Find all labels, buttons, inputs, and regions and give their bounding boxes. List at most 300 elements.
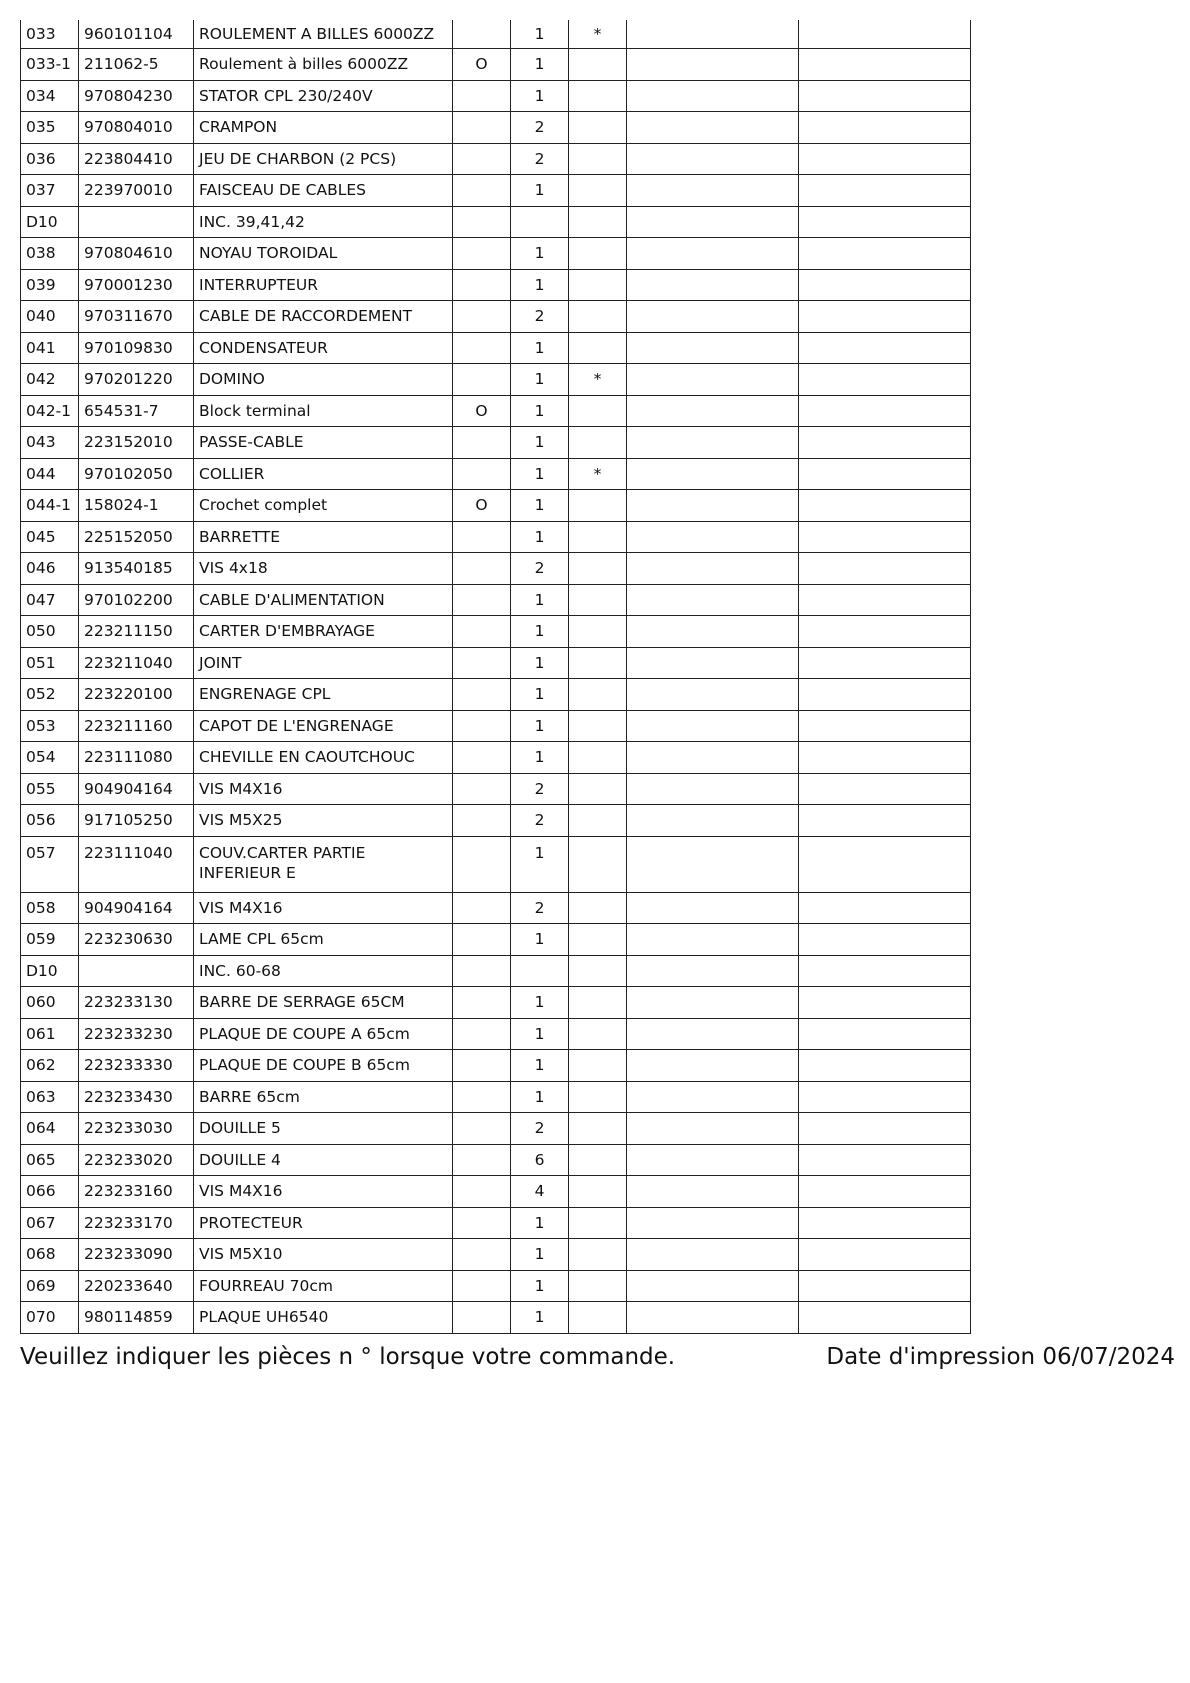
original-mark-cell (453, 238, 511, 270)
blank-cell (799, 1081, 971, 1113)
blank-cell (627, 616, 799, 648)
quantity-cell: 1 (511, 269, 569, 301)
part-description-cell: BARRE DE SERRAGE 65CM (194, 987, 453, 1019)
part-code-cell: 970804230 (79, 80, 194, 112)
order-note: Veuillez indiquer les pièces n ° lorsque votre commande. (20, 1344, 676, 1370)
part-code-cell: 223233130 (79, 987, 194, 1019)
part-description-cell: DOMINO (194, 364, 453, 396)
blank-cell (627, 80, 799, 112)
part-description-cell: COLLIER (194, 458, 453, 490)
quantity-cell: 2 (511, 143, 569, 175)
original-mark-cell (453, 710, 511, 742)
original-mark-cell (453, 805, 511, 837)
table-row (21, 892, 971, 924)
blank-cell (799, 987, 971, 1019)
table-row (21, 395, 971, 427)
part-number-cell: 069 (21, 1270, 79, 1302)
quantity-cell: 1 (511, 836, 569, 892)
table-row (21, 1302, 971, 1334)
blank-cell (627, 742, 799, 774)
part-number-cell: 034 (21, 80, 79, 112)
quantity-cell: 4 (511, 1176, 569, 1208)
table-row (21, 616, 971, 648)
blank-cell (799, 143, 971, 175)
part-number-cell: 047 (21, 584, 79, 616)
part-description-cell: VIS M4X16 (194, 1176, 453, 1208)
table-row (21, 742, 971, 774)
part-number-cell: 040 (21, 301, 79, 333)
blank-cell (627, 1270, 799, 1302)
part-code-cell: 223211160 (79, 710, 194, 742)
original-mark-cell (453, 1113, 511, 1145)
table-row (21, 805, 971, 837)
original-mark-cell (453, 332, 511, 364)
part-description-cell: Block terminal (194, 395, 453, 427)
blank-cell (799, 742, 971, 774)
blank-cell (799, 1270, 971, 1302)
blank-cell (627, 584, 799, 616)
blank-cell (799, 269, 971, 301)
part-description-cell: Crochet complet (194, 490, 453, 522)
part-description-cell: VIS M4X16 (194, 773, 453, 805)
part-description-cell: FOURREAU 70cm (194, 1270, 453, 1302)
table-row (21, 301, 971, 333)
blank-cell (627, 521, 799, 553)
quantity-cell: 1 (511, 49, 569, 81)
parts-table-body (21, 20, 971, 1333)
part-number-cell: D10 (21, 206, 79, 238)
part-code-cell: 980114859 (79, 1302, 194, 1334)
original-mark-cell (453, 679, 511, 711)
quantity-cell: 2 (511, 892, 569, 924)
table-row (21, 427, 971, 459)
original-mark-cell (453, 1239, 511, 1271)
part-code-cell: 225152050 (79, 521, 194, 553)
star-mark-cell (569, 238, 627, 270)
table-row (21, 1270, 971, 1302)
original-mark-cell (453, 1176, 511, 1208)
blank-cell (627, 269, 799, 301)
part-number-cell: 059 (21, 924, 79, 956)
part-number-cell: 064 (21, 1113, 79, 1145)
star-mark-cell (569, 1207, 627, 1239)
quantity-cell (511, 206, 569, 238)
star-mark-cell (569, 892, 627, 924)
star-mark-cell (569, 1144, 627, 1176)
table-row (21, 490, 971, 522)
quantity-cell: 1 (511, 987, 569, 1019)
part-number-cell: 041 (21, 332, 79, 364)
blank-cell (799, 521, 971, 553)
part-code-cell: 223970010 (79, 175, 194, 207)
original-mark-cell: O (453, 395, 511, 427)
part-number-cell: 057 (21, 836, 79, 892)
quantity-cell: 2 (511, 805, 569, 837)
blank-cell (627, 1207, 799, 1239)
original-mark-cell (453, 742, 511, 774)
blank-cell (799, 1207, 971, 1239)
blank-cell (627, 987, 799, 1019)
star-mark-cell (569, 206, 627, 238)
original-mark-cell (453, 175, 511, 207)
part-number-cell: 035 (21, 112, 79, 144)
part-description-cell: STATOR CPL 230/240V (194, 80, 453, 112)
part-code-cell: 970804010 (79, 112, 194, 144)
table-row (21, 238, 971, 270)
blank-cell (799, 80, 971, 112)
star-mark-cell (569, 679, 627, 711)
table-row (21, 1176, 971, 1208)
part-description-cell: FAISCEAU DE CABLES (194, 175, 453, 207)
quantity-cell: 1 (511, 1207, 569, 1239)
star-mark-cell (569, 80, 627, 112)
star-mark-cell (569, 1270, 627, 1302)
star-mark-cell (569, 647, 627, 679)
blank-cell (627, 1081, 799, 1113)
part-code-cell: 223233090 (79, 1239, 194, 1271)
part-code-cell: 223233020 (79, 1144, 194, 1176)
blank-cell (799, 427, 971, 459)
blank-cell (627, 1050, 799, 1082)
part-description-cell: CHEVILLE EN CAOUTCHOUC (194, 742, 453, 774)
quantity-cell: 1 (511, 427, 569, 459)
quantity-cell: 1 (511, 458, 569, 490)
table-row (21, 521, 971, 553)
blank-cell (799, 458, 971, 490)
part-description-cell: BARRE 65cm (194, 1081, 453, 1113)
quantity-cell: 1 (511, 742, 569, 774)
table-row (21, 1081, 971, 1113)
table-row (21, 364, 971, 396)
part-number-cell: 054 (21, 742, 79, 774)
part-description-cell: VIS M5X10 (194, 1239, 453, 1271)
part-code-cell: 223211150 (79, 616, 194, 648)
part-code-cell: 970201220 (79, 364, 194, 396)
original-mark-cell (453, 955, 511, 987)
blank-cell (627, 710, 799, 742)
part-code-cell: 223233030 (79, 1113, 194, 1145)
quantity-cell: 1 (511, 1239, 569, 1271)
blank-cell (627, 553, 799, 585)
part-number-cell: 055 (21, 773, 79, 805)
quantity-cell: 2 (511, 1113, 569, 1145)
part-code-cell: 223233160 (79, 1176, 194, 1208)
star-mark-cell (569, 112, 627, 144)
table-row (21, 49, 971, 81)
table-row (21, 1018, 971, 1050)
original-mark-cell (453, 1270, 511, 1302)
table-row (21, 206, 971, 238)
blank-cell (799, 805, 971, 837)
original-mark-cell (453, 836, 511, 892)
part-description-cell: PLAQUE UH6540 (194, 1302, 453, 1334)
star-mark-cell (569, 143, 627, 175)
part-number-cell: 042-1 (21, 395, 79, 427)
part-number-cell: 070 (21, 1302, 79, 1334)
original-mark-cell (453, 1144, 511, 1176)
original-mark-cell (453, 301, 511, 333)
original-mark-cell: O (453, 49, 511, 81)
original-mark-cell (453, 521, 511, 553)
part-description-cell: VIS 4x18 (194, 553, 453, 585)
part-code-cell: 904904164 (79, 892, 194, 924)
table-row (21, 553, 971, 585)
part-number-cell: 044 (21, 458, 79, 490)
quantity-cell: 1 (511, 332, 569, 364)
part-description-cell: PROTECTEUR (194, 1207, 453, 1239)
blank-cell (627, 773, 799, 805)
table-row (21, 987, 971, 1019)
quantity-cell: 1 (511, 710, 569, 742)
part-code-cell: 220233640 (79, 1270, 194, 1302)
part-description-cell: PLAQUE DE COUPE A 65cm (194, 1018, 453, 1050)
table-row (21, 1239, 971, 1271)
star-mark-cell (569, 1050, 627, 1082)
blank-cell (627, 924, 799, 956)
part-code-cell (79, 955, 194, 987)
blank-cell (627, 805, 799, 837)
quantity-cell: 1 (511, 679, 569, 711)
blank-cell (627, 1176, 799, 1208)
part-description-cell: CAPOT DE L'ENGRENAGE (194, 710, 453, 742)
blank-cell (799, 301, 971, 333)
original-mark-cell (453, 80, 511, 112)
original-mark-cell (453, 364, 511, 396)
part-code-cell: 904904164 (79, 773, 194, 805)
quantity-cell: 2 (511, 301, 569, 333)
part-number-cell: 058 (21, 892, 79, 924)
blank-cell (627, 238, 799, 270)
part-number-cell: 068 (21, 1239, 79, 1271)
print-date: Date d'impression 06/07/2024 (826, 1344, 1175, 1370)
star-mark-cell (569, 742, 627, 774)
star-mark-cell: * (569, 458, 627, 490)
blank-cell (627, 647, 799, 679)
original-mark-cell (453, 584, 511, 616)
star-mark-cell (569, 616, 627, 648)
part-description-cell: CRAMPON (194, 112, 453, 144)
blank-cell (799, 553, 971, 585)
part-number-cell: 066 (21, 1176, 79, 1208)
blank-cell (799, 773, 971, 805)
star-mark-cell (569, 1018, 627, 1050)
quantity-cell: 1 (511, 584, 569, 616)
blank-cell (627, 427, 799, 459)
original-mark-cell (453, 1207, 511, 1239)
part-code-cell: 223233430 (79, 1081, 194, 1113)
table-row (21, 773, 971, 805)
table-row (21, 112, 971, 144)
parts-table (20, 20, 971, 1334)
quantity-cell: 1 (511, 1050, 569, 1082)
part-number-cell: 062 (21, 1050, 79, 1082)
quantity-cell: 1 (511, 521, 569, 553)
part-description-cell: JEU DE CHARBON (2 PCS) (194, 143, 453, 175)
part-description-cell: PLAQUE DE COUPE B 65cm (194, 1050, 453, 1082)
table-row (21, 458, 971, 490)
page-footer (20, 1344, 1175, 1370)
original-mark-cell (453, 143, 511, 175)
blank-cell (799, 955, 971, 987)
original-mark-cell (453, 1050, 511, 1082)
star-mark-cell (569, 269, 627, 301)
part-number-cell: 033-1 (21, 49, 79, 81)
original-mark-cell (453, 1018, 511, 1050)
part-code-cell: 158024-1 (79, 490, 194, 522)
blank-cell (799, 1144, 971, 1176)
original-mark-cell: O (453, 490, 511, 522)
blank-cell (799, 584, 971, 616)
star-mark-cell (569, 553, 627, 585)
original-mark-cell (453, 206, 511, 238)
blank-cell (627, 836, 799, 892)
table-row (21, 269, 971, 301)
part-description-cell: PASSE-CABLE (194, 427, 453, 459)
parts-list (20, 20, 971, 1334)
original-mark-cell (453, 1081, 511, 1113)
blank-cell (799, 1113, 971, 1145)
part-number-cell: 045 (21, 521, 79, 553)
part-code-cell: 970804610 (79, 238, 194, 270)
part-code-cell: 223111040 (79, 836, 194, 892)
star-mark-cell (569, 805, 627, 837)
table-row (21, 836, 971, 892)
blank-cell (627, 1302, 799, 1334)
part-code-cell: 970001230 (79, 269, 194, 301)
part-code-cell: 223230630 (79, 924, 194, 956)
part-code-cell: 223233330 (79, 1050, 194, 1082)
original-mark-cell (453, 616, 511, 648)
part-description-cell: JOINT (194, 647, 453, 679)
blank-cell (799, 395, 971, 427)
blank-cell (627, 143, 799, 175)
blank-cell (627, 955, 799, 987)
star-mark-cell: * (569, 20, 627, 49)
star-mark-cell (569, 332, 627, 364)
part-number-cell: 044-1 (21, 490, 79, 522)
star-mark-cell (569, 427, 627, 459)
blank-cell (799, 1050, 971, 1082)
original-mark-cell (453, 112, 511, 144)
blank-cell (799, 490, 971, 522)
star-mark-cell (569, 836, 627, 892)
blank-cell (627, 679, 799, 711)
part-number-cell: 038 (21, 238, 79, 270)
part-number-cell: 039 (21, 269, 79, 301)
part-description-cell: NOYAU TOROIDAL (194, 238, 453, 270)
part-description-cell: CONDENSATEUR (194, 332, 453, 364)
blank-cell (799, 647, 971, 679)
quantity-cell: 2 (511, 553, 569, 585)
table-row (21, 1050, 971, 1082)
part-code-cell: 913540185 (79, 553, 194, 585)
star-mark-cell (569, 773, 627, 805)
blank-cell (627, 175, 799, 207)
star-mark-cell (569, 584, 627, 616)
part-code-cell: 211062-5 (79, 49, 194, 81)
star-mark-cell (569, 1113, 627, 1145)
star-mark-cell (569, 710, 627, 742)
blank-cell (799, 238, 971, 270)
table-row (21, 1207, 971, 1239)
part-description-cell: ENGRENAGE CPL (194, 679, 453, 711)
blank-cell (627, 206, 799, 238)
part-description-cell: INTERRUPTEUR (194, 269, 453, 301)
part-number-cell: 033 (21, 20, 79, 49)
quantity-cell: 1 (511, 395, 569, 427)
blank-cell (627, 20, 799, 49)
part-description-cell: DOUILLE 5 (194, 1113, 453, 1145)
star-mark-cell (569, 1176, 627, 1208)
quantity-cell: 2 (511, 112, 569, 144)
original-mark-cell (453, 427, 511, 459)
blank-cell (627, 49, 799, 81)
quantity-cell: 1 (511, 175, 569, 207)
part-description-cell: COUV.CARTER PARTIE INFERIEUR E (194, 836, 453, 892)
blank-cell (627, 1113, 799, 1145)
blank-cell (799, 1176, 971, 1208)
part-number-cell: 065 (21, 1144, 79, 1176)
part-code-cell: 917105250 (79, 805, 194, 837)
table-row (21, 710, 971, 742)
star-mark-cell (569, 955, 627, 987)
blank-cell (799, 924, 971, 956)
part-number-cell: 061 (21, 1018, 79, 1050)
table-row (21, 332, 971, 364)
blank-cell (627, 1018, 799, 1050)
blank-cell (627, 458, 799, 490)
part-code-cell: 223233170 (79, 1207, 194, 1239)
part-number-cell: 067 (21, 1207, 79, 1239)
part-description-cell: ROULEMENT A BILLES 6000ZZ (194, 20, 453, 49)
blank-cell (627, 892, 799, 924)
blank-cell (799, 1302, 971, 1334)
quantity-cell: 1 (511, 647, 569, 679)
quantity-cell: 1 (511, 924, 569, 956)
table-row (21, 143, 971, 175)
table-row (21, 584, 971, 616)
blank-cell (799, 49, 971, 81)
part-number-cell: 051 (21, 647, 79, 679)
blank-cell (799, 206, 971, 238)
original-mark-cell (453, 20, 511, 49)
original-mark-cell (453, 987, 511, 1019)
part-number-cell: 053 (21, 710, 79, 742)
part-code-cell: 223804410 (79, 143, 194, 175)
table-row (21, 679, 971, 711)
star-mark-cell (569, 521, 627, 553)
star-mark-cell (569, 175, 627, 207)
blank-cell (799, 892, 971, 924)
blank-cell (799, 364, 971, 396)
part-code-cell: 223220100 (79, 679, 194, 711)
original-mark-cell (453, 647, 511, 679)
table-row (21, 1144, 971, 1176)
blank-cell (627, 301, 799, 333)
blank-cell (799, 710, 971, 742)
quantity-cell: 1 (511, 616, 569, 648)
table-row (21, 647, 971, 679)
part-description-cell: LAME CPL 65cm (194, 924, 453, 956)
part-number-cell: 037 (21, 175, 79, 207)
star-mark-cell (569, 924, 627, 956)
part-code-cell: 970311670 (79, 301, 194, 333)
part-number-cell: 050 (21, 616, 79, 648)
part-code-cell: 970102200 (79, 584, 194, 616)
quantity-cell: 1 (511, 490, 569, 522)
part-number-cell: 043 (21, 427, 79, 459)
part-number-cell: 046 (21, 553, 79, 585)
